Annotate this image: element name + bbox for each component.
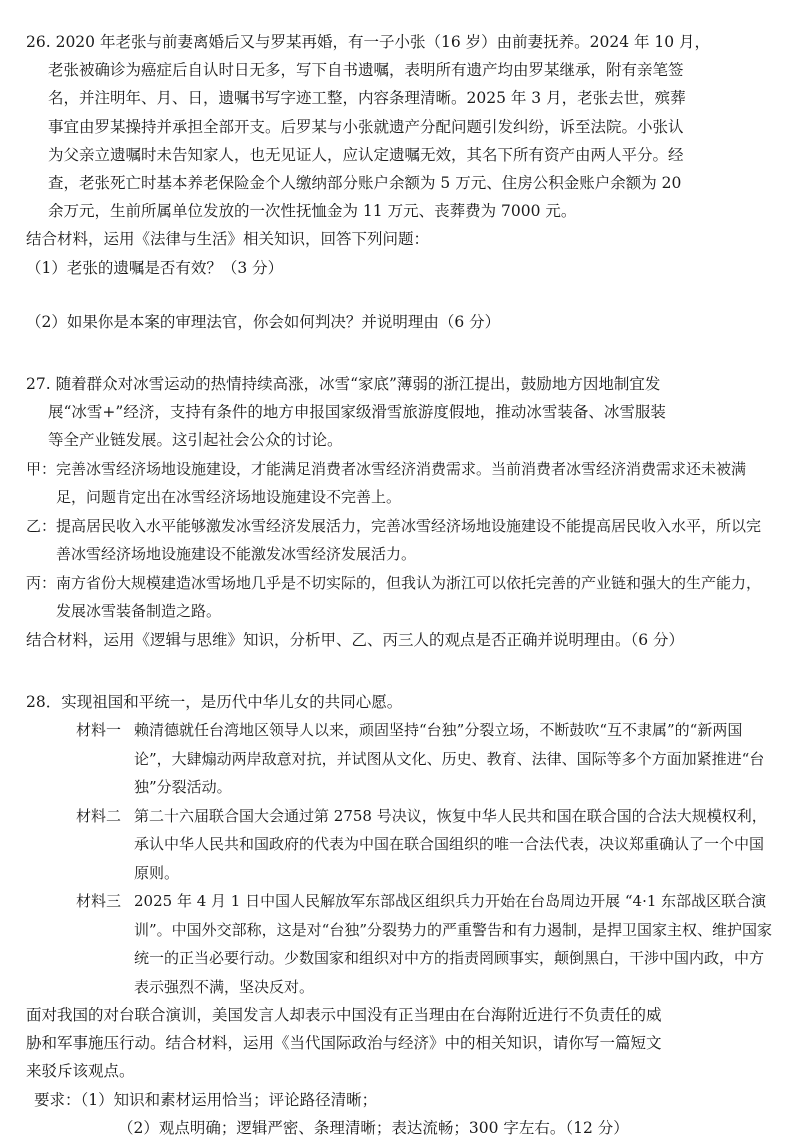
material-2	[26, 802, 774, 888]
q28-requirement-2: （2）观点明确；逻辑严密、条理清晰；表达流畅；300 字左右。（12 分）	[118, 1118, 629, 1137]
q28-title: 28．实现祖国和平统一，是历代中华儿女的共同心愿。	[26, 692, 403, 711]
answer-space	[26, 654, 774, 688]
material-list	[26, 716, 774, 1001]
material-label: 材料一	[76, 721, 122, 740]
material-3	[26, 887, 774, 1001]
opinion-jia	[26, 455, 774, 512]
material-label: 材料二	[76, 806, 122, 825]
q26-line: 事宜由罗某操持并承担全部开支。后罗某与小张就遗产分配问题引发纠纷，诉至法院。小张认	[48, 117, 684, 136]
q28-prompt-line: 来驳斥该观点。	[26, 1062, 135, 1081]
question-27	[26, 370, 774, 654]
material-text: 2025 年 4 月 1 日中国人民解放军东部战区组织兵力开始在台岛周边开展 “4·1 东部战区联合演训”。中国外交部称，这是对“台独”分裂势力的严重警告和有力遏制，是捍卫国家主权、维护国家统一的正当必要行动。少数国家和组织对中方的指责罔顾事实，颠倒黑白，干涉中国内政，中方表示强烈不满，坚决反对。	[134, 892, 773, 996]
q26-line: 余万元，生前所属单位发放的一次性抚恤金为 11 万元、丧葬费为 7000 元。	[48, 202, 577, 221]
q27-prompt: 结合材料，运用《逻辑与思维》知识，分析甲、乙、丙三人的观点是否正确并说明理由。（6 分）	[26, 630, 685, 649]
opinion-yi	[26, 512, 774, 569]
q26-line: 为父亲立遗嘱时未告知家人，也无见证人，应认定遗嘱无效，其名下所有资产由两人平分。经	[48, 145, 684, 164]
q27-line: 27. 随着群众对冰雪运动的热情持续高涨，冰雪“家底”薄弱的浙江提出，鼓励地方因地制宜发	[26, 375, 661, 394]
opinion-text: 完善冰雪经济场地设施建设，才能满足消费者冰雪经济消费需求。当前消费者冰雪经济消费需求还未被满足，问题肯定出在冰雪经济场地设施建设不完善上。	[56, 459, 747, 507]
q26-line: 名，并注明年、月、日，遗嘱书写字迹工整，内容条理清晰。2025 年 3 月，老张去世，殡葬	[48, 89, 686, 108]
question-26	[26, 28, 774, 336]
q26-prompt: 结合材料，运用《法律与生活》相关知识，回答下列问题：	[26, 230, 430, 249]
opinion-text: 提高居民收入水平能够激发冰雪经济发展活力，完善冰雪经济场地设施建设不能提高居民收入水平，所以完善冰雪经济场地设施建设不能激发冰雪经济发展活力。	[56, 516, 762, 564]
q26-line: 26. 2020 年老张与前妻离婚后又与罗某再婚，有一子小张（16 岁）由前妻抚养。2024 年 10 月，	[26, 33, 711, 51]
q27-line: 等全产业链发展。这引起社会公众的讨论。	[48, 431, 343, 450]
q28-prompt-line: 面对我国的对台联合演训，美国发言人却表示中国没有正当理由在台海附近进行不负责任的威	[26, 1006, 662, 1025]
material-label: 材料三	[76, 892, 122, 911]
opinion-bing	[26, 569, 774, 626]
answer-space	[26, 336, 774, 370]
q26-line: 查，老张死亡时基本养老保险金个人缴纳部分账户余额为 5 万元、住房公积金账户余额为 20	[48, 174, 682, 193]
material-1	[26, 716, 774, 802]
material-text: 第二十六届联合国大会通过第 2758 号决议，恢复中华人民共和国在联合国的合法大规模权利，承认中华人民共和国政府的代表为中国在联合国组织的唯一合法代表，决议郑重确认了一个中国原则。	[134, 806, 767, 882]
speaker-label: 丙：	[26, 573, 57, 592]
q28-requirement-1: 要求：（1）知识和素材运用恰当；评论路径清晰；	[34, 1090, 378, 1109]
speaker-label: 乙：	[26, 516, 57, 535]
q28-prompt-line: 胁和军事施压行动。结合材料，运用《当代国际政治与经济》中的相关知识，请你写一篇短文	[26, 1034, 662, 1053]
q26-subquestion-1: （1）老张的遗嘱是否有效？（3 分）	[26, 258, 284, 277]
speaker-label: 甲：	[26, 459, 57, 478]
q26-line: 老张被确诊为癌症后自认时日无多，写下自书遗嘱，表明所有遗产均由罗某继承，附有亲笔签	[48, 61, 684, 80]
question-28	[26, 688, 774, 1142]
answer-space	[26, 282, 774, 308]
q26-subquestion-2: （2）如果你是本案的审理法官，你会如何判决？并说明理由（6 分）	[26, 312, 501, 331]
opinion-list	[26, 455, 774, 626]
q27-line: 展“冰雪+”经济，支持有条件的地方申报国家级滑雪旅游度假地，推动冰雪装备、冰雪服装	[48, 403, 666, 422]
material-text: 赖清德就任台湾地区领导人以来，顽固坚持“台独”分裂立场，不断鼓吹“互不隶属”的“新两国论”，大肆煽动两岸敌意对抗，并试图从文化、历史、教育、法律、国际等多个方面加紧推进“台独”分裂活动。	[134, 721, 765, 797]
opinion-text: 南方省份大规模建造冰雪场地几乎是不切实际的，但我认为浙江可以依托完善的产业链和强大的生产能力，发展冰雪装备制造之路。	[56, 573, 762, 621]
